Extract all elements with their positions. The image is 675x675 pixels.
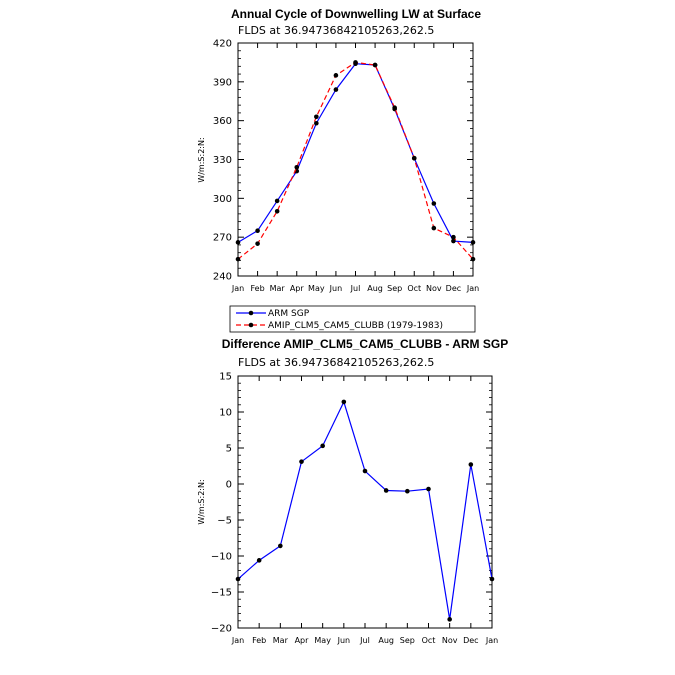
- top-x-tick-label: Mar: [269, 284, 285, 293]
- bottom-y-axis-label: W/m:S:2:N:: [197, 479, 206, 525]
- bottom-series-0-point: [490, 577, 495, 582]
- top-x-tick-label: Jul: [350, 284, 361, 293]
- top-series-0-point: [255, 228, 260, 233]
- bottom-x-tick-label: Feb: [252, 636, 267, 645]
- top-x-tick-label: Feb: [250, 284, 265, 293]
- top-x-tick-label: May: [308, 284, 325, 293]
- bottom-series-0-point: [278, 544, 283, 549]
- top-y-tick-label: 270: [212, 232, 232, 244]
- top-series-line-1: [238, 62, 473, 259]
- bottom-y-tick-label: 5: [225, 443, 232, 455]
- bottom-series-line-0: [238, 402, 492, 619]
- top-x-tick-label: Nov: [426, 284, 442, 293]
- bottom-y-tick-label: 15: [219, 371, 232, 383]
- bottom-series-0-point: [384, 488, 389, 493]
- top-y-tick-label: 420: [212, 38, 232, 50]
- bottom-x-tick-label: Jan: [485, 636, 499, 645]
- bottom-chart-subtitle: FLDS at 36.94736842105263,262.5: [238, 356, 435, 369]
- top-chart-title: Annual Cycle of Downwelling LW at Surface: [230, 7, 482, 21]
- top-chart-subtitle: FLDS at 36.94736842105263,262.5: [238, 24, 435, 37]
- top-series-1-point: [392, 105, 397, 110]
- bottom-x-tick-label: May: [314, 636, 331, 645]
- top-series-1-point: [294, 165, 299, 170]
- top-y-tick-label: 330: [212, 155, 232, 166]
- top-series-1-point: [412, 156, 417, 161]
- top-y-axis-label: W/m:S:2:N:: [197, 137, 206, 183]
- top-y-tick-label: 240: [212, 271, 232, 283]
- top-series-1-point: [373, 63, 378, 68]
- bottom-x-tick-label: Apr: [294, 636, 309, 645]
- bottom-x-tick-label: Aug: [378, 636, 394, 645]
- top-series-1-point: [432, 226, 437, 231]
- top-y-tick-label: 360: [212, 116, 232, 128]
- bottom-chart-title: Difference AMIP_CLM5_CAM5_CLUBB - ARM SGP: [221, 337, 509, 351]
- bottom-series-0-point: [257, 558, 262, 563]
- bottom-y-tick-label: −5: [217, 515, 232, 527]
- legend-label-1: AMIP_CLM5_CAM5_CLUBB (1979-1983): [268, 321, 443, 331]
- top-y-tick-label: 390: [212, 77, 232, 89]
- bottom-x-tick-label: Nov: [441, 636, 458, 645]
- top-series-1-point: [451, 235, 456, 240]
- top-series-1-point: [255, 241, 260, 246]
- top-series-1-point: [334, 73, 339, 78]
- bottom-series-0-point: [299, 459, 304, 464]
- top-x-tick-label: Jan: [466, 284, 480, 293]
- bottom-x-tick-label: Mar: [272, 636, 288, 645]
- top-series-0-point: [236, 240, 241, 245]
- bottom-x-tick-label: Sep: [399, 636, 415, 645]
- legend-label-0: ARM SGP: [268, 309, 310, 319]
- top-series-1-point: [353, 60, 358, 65]
- bottom-x-tick-label: Oct: [421, 636, 436, 645]
- bottom-x-tick-label: Jul: [360, 636, 370, 645]
- bottom-x-tick-label: Jan: [231, 636, 245, 645]
- bottom-series-0-point: [447, 617, 452, 622]
- bottom-y-tick-label: 10: [219, 407, 232, 419]
- top-series-1-point: [314, 114, 319, 119]
- bottom-series-0-point: [320, 444, 325, 449]
- bottom-y-tick-label: −15: [210, 587, 232, 599]
- top-x-tick-label: Sep: [387, 284, 403, 293]
- bottom-series-0-point: [469, 462, 474, 467]
- top-series-1-point: [471, 257, 476, 262]
- bottom-series-0-point: [363, 469, 368, 474]
- bottom-series-0-point: [426, 487, 431, 492]
- bottom-y-tick-label: 0: [225, 479, 232, 491]
- top-x-tick-label: Oct: [407, 284, 422, 293]
- top-x-tick-label: Aug: [367, 284, 383, 293]
- bottom-x-tick-label: Dec: [463, 636, 479, 645]
- top-x-tick-label: Dec: [445, 284, 462, 293]
- bottom-x-tick-label: Jun: [337, 636, 351, 645]
- bottom-y-tick-label: −20: [210, 623, 232, 635]
- top-x-tick-label: Jan: [231, 284, 245, 293]
- bottom-y-tick-label: −10: [210, 551, 232, 563]
- top-series-1-point: [236, 257, 241, 262]
- top-series-line-0: [238, 64, 473, 243]
- top-x-tick-label: Apr: [289, 284, 304, 293]
- top-series-0-point: [432, 201, 437, 206]
- top-y-tick-label: 300: [212, 193, 232, 205]
- top-series-0-point: [275, 199, 280, 204]
- bottom-series-0-point: [236, 577, 241, 582]
- legend-marker-1: [249, 323, 254, 328]
- legend-marker-0: [249, 311, 254, 316]
- top-plot-frame: [238, 43, 473, 276]
- top-series-0-point: [334, 87, 339, 92]
- top-series-0-point: [471, 240, 476, 245]
- bottom-series-0-point: [342, 400, 347, 405]
- bottom-series-0-point: [405, 489, 410, 494]
- top-x-tick-label: Jun: [329, 284, 343, 293]
- top-series-1-point: [275, 209, 280, 214]
